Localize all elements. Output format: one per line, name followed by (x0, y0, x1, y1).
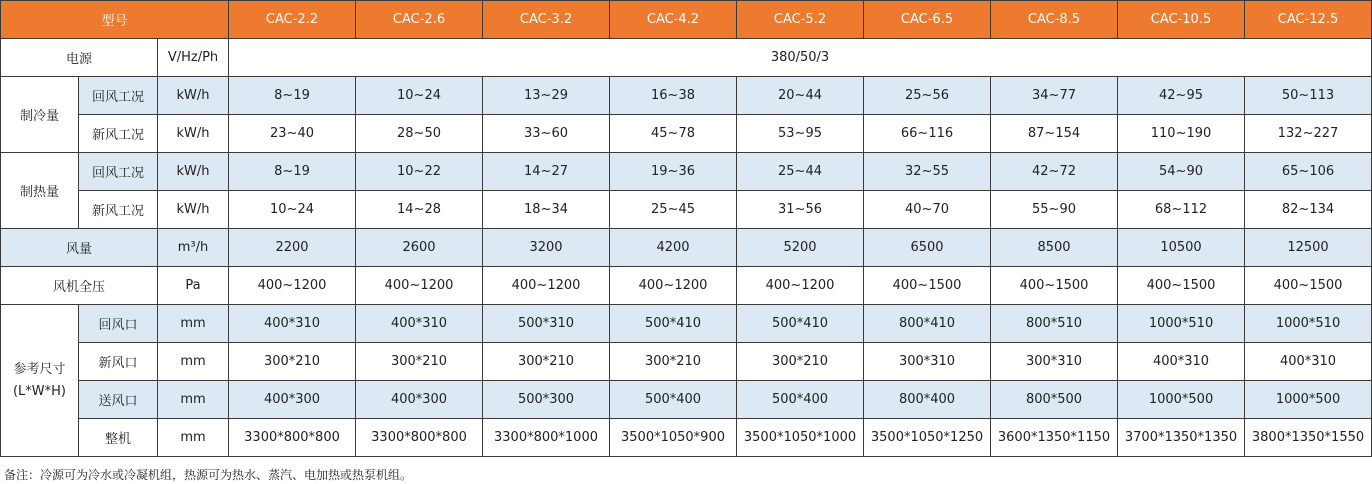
table-cell: 45~78 (610, 115, 737, 153)
power-unit: V/Hz/Ph (158, 39, 229, 77)
cooling-fresh-row (1, 115, 1372, 153)
row-unit: kW/h (158, 115, 229, 153)
table-cell: 32~55 (864, 153, 991, 191)
table-cell: 3200 (483, 229, 610, 267)
table-cell: 82~134 (1245, 191, 1372, 229)
table-cell: 3500*1050*1250 (864, 419, 991, 457)
table-cell: 2600 (356, 229, 483, 267)
table-cell: 8~19 (229, 153, 356, 191)
table-cell: 16~38 (610, 77, 737, 115)
table-cell: 14~28 (356, 191, 483, 229)
heating-fresh-row (1, 191, 1372, 229)
table-cell: 10~24 (229, 191, 356, 229)
table-cell: 500*400 (737, 381, 864, 419)
table-cell: 1000*500 (1245, 381, 1372, 419)
table-cell: 23~40 (229, 115, 356, 153)
table-cell: 65~106 (1245, 153, 1372, 191)
table-cell: 19~36 (610, 153, 737, 191)
model-header: CAC-3.2 (483, 1, 610, 39)
table-cell: 1000*510 (1245, 305, 1372, 343)
pressure-row (1, 267, 1372, 305)
table-cell: 10500 (1118, 229, 1245, 267)
table-cell: 68~112 (1118, 191, 1245, 229)
table-cell: 8~19 (229, 77, 356, 115)
table-cell: 500*300 (483, 381, 610, 419)
return-port-row (1, 305, 1372, 343)
table-cell: 4200 (610, 229, 737, 267)
row-unit: kW/h (158, 77, 229, 115)
airflow-row (1, 229, 1372, 267)
table-cell: 18~34 (483, 191, 610, 229)
table-cell: 300*210 (610, 343, 737, 381)
table-cell: 10~22 (356, 153, 483, 191)
table-cell: 42~95 (1118, 77, 1245, 115)
table-cell: 500*400 (610, 381, 737, 419)
table-cell: 3300*800*800 (356, 419, 483, 457)
row-unit: Pa (158, 267, 229, 305)
table-cell: 14~27 (483, 153, 610, 191)
table-cell: 400*310 (1245, 343, 1372, 381)
table-cell: 400~1500 (991, 267, 1118, 305)
table-cell: 400*300 (229, 381, 356, 419)
table-cell: 3300*800*800 (229, 419, 356, 457)
table-cell: 66~116 (864, 115, 991, 153)
table-cell: 132~227 (1245, 115, 1372, 153)
row-unit: kW/h (158, 153, 229, 191)
row-unit: mm (158, 419, 229, 457)
table-cell: 12500 (1245, 229, 1372, 267)
model-header: CAC-2.2 (229, 1, 356, 39)
table-cell: 400~1500 (864, 267, 991, 305)
table-cell: 400*310 (229, 305, 356, 343)
table-cell: 300*310 (864, 343, 991, 381)
pressure-label: 风机全压 (1, 267, 158, 305)
power-row (1, 39, 1372, 77)
row-unit: mm (158, 381, 229, 419)
table-cell: 500*310 (483, 305, 610, 343)
table-cell: 3600*1350*1150 (991, 419, 1118, 457)
table-cell: 400~1500 (1245, 267, 1372, 305)
table-cell: 800*510 (991, 305, 1118, 343)
table-cell: 87~154 (991, 115, 1118, 153)
table-cell: 31~56 (737, 191, 864, 229)
table-cell: 400~1500 (1118, 267, 1245, 305)
table-cell: 300*210 (483, 343, 610, 381)
row-unit: mm (158, 343, 229, 381)
table-cell: 800*500 (991, 381, 1118, 419)
table-cell: 500*410 (737, 305, 864, 343)
airflow-label: 风量 (1, 229, 158, 267)
table-cell: 3500*1050*900 (610, 419, 737, 457)
row-sublabel: 送风口 (79, 381, 158, 419)
table-cell: 34~77 (991, 77, 1118, 115)
table-cell: 300*310 (991, 343, 1118, 381)
table-cell: 6500 (864, 229, 991, 267)
model-header: CAC-6.5 (864, 1, 991, 39)
table-cell: 55~90 (991, 191, 1118, 229)
row-sublabel: 新风口 (79, 343, 158, 381)
power-value: 380/50/3 (229, 39, 1372, 77)
table-cell: 800*410 (864, 305, 991, 343)
table-cell: 300*210 (737, 343, 864, 381)
table-cell: 300*210 (356, 343, 483, 381)
model-header: CAC-10.5 (1118, 1, 1245, 39)
row-unit: kW/h (158, 191, 229, 229)
model-header: CAC-2.6 (356, 1, 483, 39)
table-cell: 25~56 (864, 77, 991, 115)
row-sublabel: 回风口 (79, 305, 158, 343)
heating-return-row (1, 153, 1372, 191)
table-cell: 25~44 (737, 153, 864, 191)
footnote: 备注：冷源可为冷水或冷凝机组，热源可为热水、蒸汽、电加热或热泵机组。 (4, 468, 413, 482)
table-cell: 3300*800*1000 (483, 419, 610, 457)
table-cell: 50~113 (1245, 77, 1372, 115)
row-sublabel: 新风工况 (79, 191, 158, 229)
row-sublabel: 新风工况 (79, 115, 158, 153)
table-cell: 1000*500 (1118, 381, 1245, 419)
table-cell: 20~44 (737, 77, 864, 115)
table-cell: 53~95 (737, 115, 864, 153)
supply-port-row (1, 381, 1372, 419)
unit-total-row (1, 419, 1372, 457)
table-cell: 400~1200 (610, 267, 737, 305)
table-cell: 400*300 (356, 381, 483, 419)
row-sublabel: 回风工况 (79, 153, 158, 191)
table-cell: 400*310 (1118, 343, 1245, 381)
model-label: 型号 (1, 1, 229, 39)
heating-label: 制热量 (1, 153, 79, 229)
dimensions-label-line2: (L*W*H) (12, 383, 66, 399)
table-cell: 400*310 (356, 305, 483, 343)
model-header: CAC-12.5 (1245, 1, 1372, 39)
table-cell: 3700*1350*1350 (1118, 419, 1245, 457)
table-cell: 10~24 (356, 77, 483, 115)
model-header: CAC-5.2 (737, 1, 864, 39)
table-cell: 54~90 (1118, 153, 1245, 191)
table-cell: 1000*510 (1118, 305, 1245, 343)
table-cell: 28~50 (356, 115, 483, 153)
table-cell: 2200 (229, 229, 356, 267)
table-cell: 400~1200 (229, 267, 356, 305)
table-cell: 500*410 (610, 305, 737, 343)
row-unit: m³/h (158, 229, 229, 267)
row-sublabel: 整机 (79, 419, 158, 457)
cooling-label: 制冷量 (1, 77, 79, 153)
dimensions-label (1, 305, 79, 457)
table-cell: 400~1200 (737, 267, 864, 305)
table-cell: 800*400 (864, 381, 991, 419)
model-header: CAC-8.5 (991, 1, 1118, 39)
power-label: 电源 (1, 39, 158, 77)
table-cell: 3800*1350*1550 (1245, 419, 1372, 457)
row-unit: mm (158, 305, 229, 343)
table-cell: 25~45 (610, 191, 737, 229)
row-sublabel: 回风工况 (79, 77, 158, 115)
table-cell: 3500*1050*1000 (737, 419, 864, 457)
table-cell: 33~60 (483, 115, 610, 153)
table-cell: 5200 (737, 229, 864, 267)
table-cell: 42~72 (991, 153, 1118, 191)
header-row (1, 1, 1372, 39)
cooling-return-row (1, 77, 1372, 115)
fresh-port-row (1, 343, 1372, 381)
table-cell: 8500 (991, 229, 1118, 267)
table-cell: 300*210 (229, 343, 356, 381)
table-cell: 400~1200 (483, 267, 610, 305)
table-cell: 40~70 (864, 191, 991, 229)
dimensions-label-line1: 参考尺寸 (13, 361, 66, 377)
model-header: CAC-4.2 (610, 1, 737, 39)
table-cell: 400~1200 (356, 267, 483, 305)
table-cell: 13~29 (483, 77, 610, 115)
table-cell: 110~190 (1118, 115, 1245, 153)
